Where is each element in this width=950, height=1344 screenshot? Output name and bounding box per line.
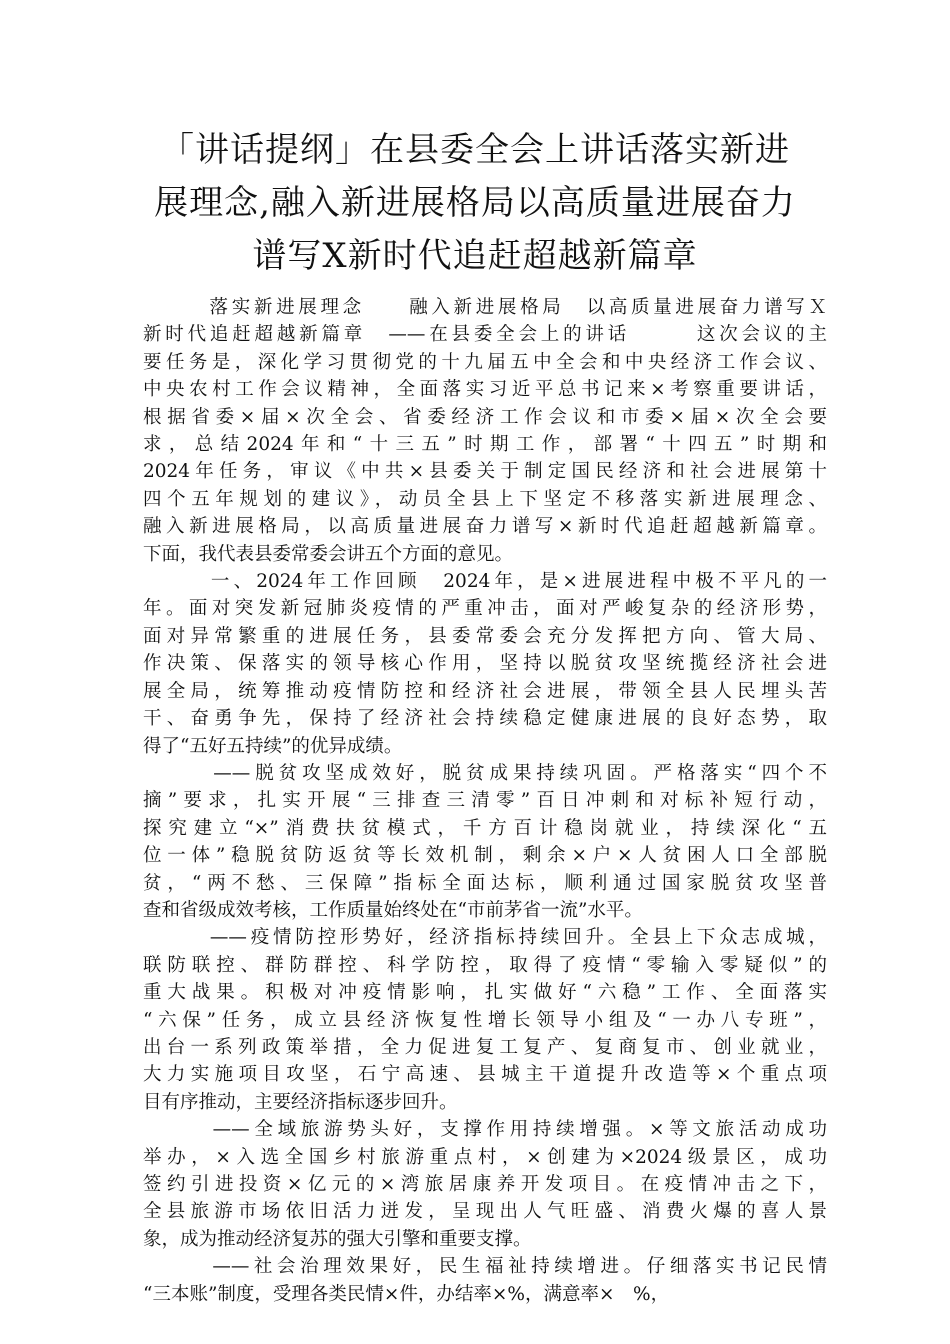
text-line: 2024年任务，审议《中共×县委关于制定国民经济和社会进展第十 (143, 461, 827, 483)
text-line: “六保”任务，成立县经济恢复性增长领导小组及“一办八专班”， (143, 1009, 827, 1031)
title-line: 谱写X新时代追赶超越新篇章 (252, 236, 698, 276)
text-line: ——全域旅游势头好，支撑作用持续增强。×等文旅活动成功 (143, 1119, 827, 1141)
text-line: 落实新进展理念 融入新进展格局 以高质量进展奋力谱写Ｘ (143, 297, 827, 318)
text-line: 要任务是，深化学习贯彻党的十九届五中全会和中央经济工作会议、 (143, 351, 827, 373)
body-paragraph (143, 1116, 827, 1253)
text-line: ——社会治理效果好，民生福祉持续增进。仔细落实书记民情 (143, 1256, 827, 1278)
text-line: 根据省委×届×次全会、省委经济工作会议和市委×届×次全会要 (143, 406, 827, 428)
text-line: 联防联控、群防群控、科学防控，取得了疫情“零输入零疑似”的 (143, 954, 827, 976)
text-line: 作决策、保落实的领导核心作用，坚持以脱贫攻坚统揽经济社会进 (143, 653, 827, 675)
body-paragraph (143, 924, 827, 1116)
text-line: 举办，×入选全国乡村旅游重点村，×创建为×2024级景区，成功 (143, 1146, 827, 1168)
text-line: 干、奋勇争先，保持了经济社会持续稳定健康进展的良好态势，取 (143, 708, 827, 730)
text-line: 年。面对突发新冠肺炎疫情的严重冲击，面对严峻复杂的经济形势， (143, 598, 827, 620)
text-line: 出台一系列政策举措，全力促进复工复产、复商复市、创业就业， (143, 1036, 827, 1058)
text-line: 融入新进展格局，以高质量进展奋力谱写×新时代追赶超越新篇章。 (143, 516, 827, 538)
title-line: 「讲话提纲」在县委全会上讲话落实新进 (160, 130, 790, 170)
body-paragraph (143, 294, 827, 568)
text-line: 摘”要求，扎实开展“三排查三清零”百日冲刺和对标补短行动， (143, 790, 827, 812)
text-line: 位一体”稳脱贫防返贫等长效机制，剩余×户×人贫困人口全部脱 (143, 845, 827, 867)
text-line: 重大战果。积极对冲疫情影响，扎实做好“六稳”工作、全面落实 (143, 982, 827, 1004)
body-paragraph (143, 1253, 827, 1308)
text-line: 探究建立“×”消费扶贫模式，千方百计稳岗就业，持续深化“五 (143, 817, 827, 839)
text-line: 签约引进投资×亿元的×湾旅居康养开发项目。在疫情冲击之下， (143, 1174, 827, 1195)
body-paragraph (143, 568, 827, 760)
text-line: 查和省级成效考核，工作质量始终处在“市前茅省一流”水平。 (143, 899, 643, 921)
text-line: 中央农村工作会议精神，全面落实习近平总书记来×考察重要讲话， (143, 379, 827, 401)
text-line: 大力实施项目攻坚，石宁高速、县城主干道提升改造等×个重点项 (143, 1064, 827, 1086)
text-line: 全县旅游市场依旧活力迸发，呈现出人气旺盛、消费火爆的喜人景 (143, 1201, 827, 1223)
text-line: 求，总结2024年和“十三五”时期工作，部署“十四五”时期和 (143, 434, 827, 456)
text-line: 下面，我代表县委常委会讲五个方面的意见。 (143, 543, 514, 565)
text-line: “三本账”制度，受理各类民情×件，办结率×%，满意率× %， (143, 1283, 670, 1305)
title-line: 展理念,融入新进展格局以高质量进展奋力 (154, 183, 796, 223)
body-paragraph (143, 760, 827, 924)
text-line: 面对异常繁重的进展任务，县委常委会充分发挥把方向、管大局、 (143, 625, 827, 647)
text-line: 展全局，统筹推动疫情防控和经济社会进展，带领全县人民埋头苦 (143, 680, 827, 702)
text-line: ——脱贫攻坚成效好，脱贫成果持续巩固。严格落实“四个不 (143, 762, 827, 784)
text-line: 象，成为推动经济复苏的强大引擎和重要支撑。 (143, 1228, 532, 1250)
text-line: 得了“五好五持续”的优异成绩。 (143, 735, 403, 757)
text-line: ——疫情防控形势好，经济指标持续回升。全县上下众志成城， (143, 927, 827, 949)
text-line: 一、2024年工作回顾 2024年，是×进展进程中极不平凡的一 (143, 571, 827, 593)
text-line: 目有序推动，主要经济指标逐步回升。 (143, 1091, 458, 1113)
document-title (140, 124, 810, 283)
text-line: 四个五年规划的建议》，动员全县上下坚定不移落实新进展理念、 (143, 488, 827, 510)
text-line: 新时代追赶超越新篇章 ——在县委全会上的讲话 这次会议的主 (143, 324, 827, 346)
document-body (143, 294, 827, 1308)
text-line: 贫，“两不愁、三保障”指标全面达标，顺利通过国家脱贫攻坚普 (143, 872, 827, 894)
